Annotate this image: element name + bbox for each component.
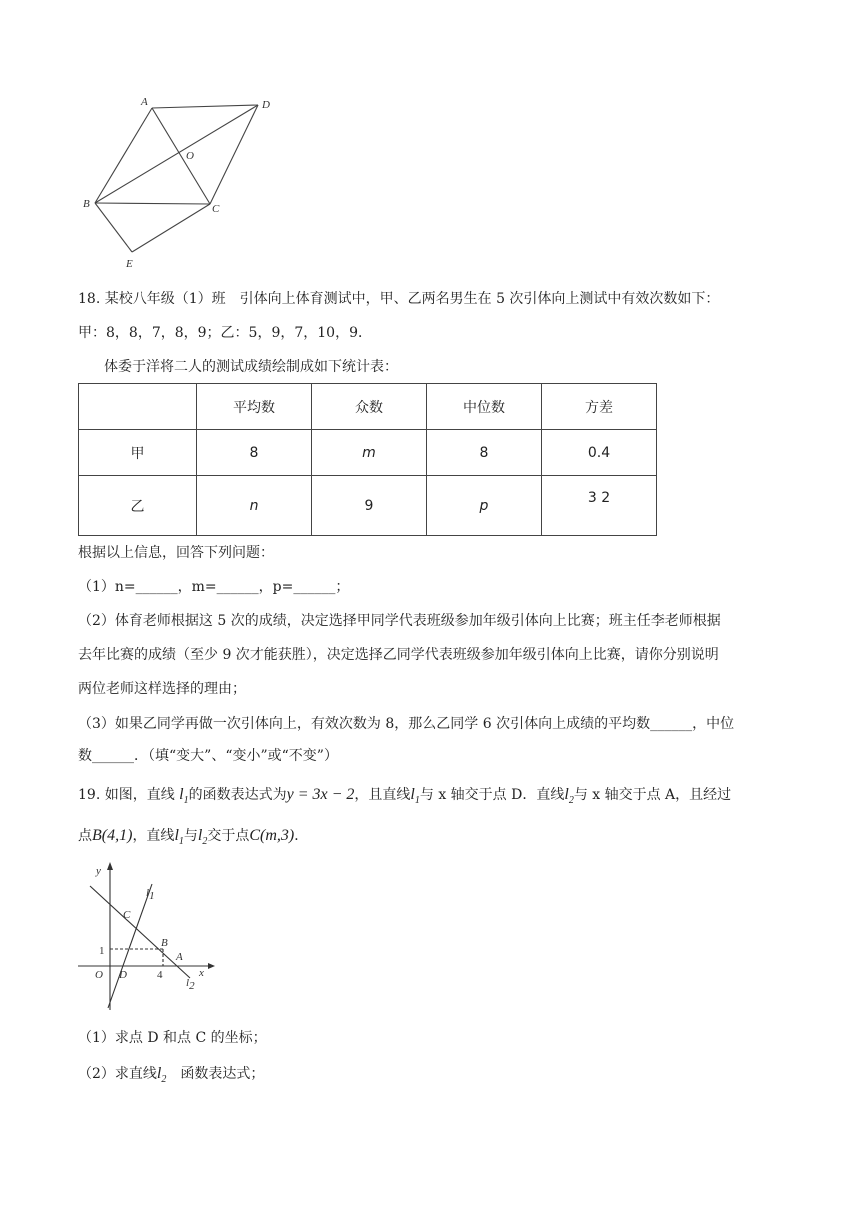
table-header-cell: 中位数 [427,384,542,430]
q19-text: 点 [78,828,92,844]
line-l1 [108,884,152,1008]
q19-text: ，直线 [132,828,175,844]
line-l2-symbol: $l_2$ [564,786,574,807]
label-e: E [126,258,133,270]
q19-text: ，且直线 [354,787,411,803]
q18-sub2-line1: （2）体育老师根据这 5 次的成绩，决定选择甲同学代表班级参加年级引体向上比赛；班主任李老师根据 [78,613,721,629]
x-axis-arrow-icon [208,963,215,969]
table-cell: p [427,476,542,536]
table-cell: 乙 [79,476,197,536]
q19-line2 [78,826,308,852]
label-o: O [95,969,103,981]
label-l2: l2 [186,977,195,992]
q19-line1 [78,785,731,811]
line-l2-symbol: $l_2$ [156,1065,167,1086]
table-cell: 0.4 [542,430,657,476]
table-cell: 3 2 [542,476,657,536]
label-y: y [96,865,101,877]
segment-ad [152,105,258,108]
q19-text: 19. 如图，直线 [78,787,175,803]
label-x: x [199,967,204,979]
q19-text: 函数表达式； [180,1066,265,1082]
label-a: A [141,96,148,108]
q18-sub1: （1）n=______，m=______，p=______； [78,579,350,595]
tick-label-4: 4 [157,969,163,981]
table-cell: 8 [197,430,312,476]
segment-cb [95,203,210,204]
q18-line3: 体委于洋将二人的测试成绩绘制成如下统计表： [104,359,398,375]
line-l2-symbol: $l_2$ [197,827,208,848]
line-l1-symbol: $l_1$ [174,827,184,848]
label-d: D [262,99,270,111]
q18-line2: 甲：8，8，7，8，9；乙：5，9，7，10，9． [78,325,372,341]
q18-sub3-line1: （3）如果乙同学再做一次引体向上，有效次数为 8，那么乙同学 6 次引体向上成绩的平均数______，中位 [78,716,735,732]
label-d: D [119,969,127,981]
table-row [79,476,657,536]
point-c: C(m,3) [249,827,295,844]
table-cell: 9 [312,476,427,536]
q19-text: 的函数表达式为 [188,787,287,803]
segment-ba [95,108,152,203]
label-a: A [176,951,183,963]
table-header-cell: 众数 [312,384,427,430]
line-l2 [90,886,190,978]
diagonal-ac [152,108,210,204]
table-cell: 甲 [79,430,197,476]
equation-l1: y = 3x − 2 [286,786,355,803]
q18-sub2-line3: 两位老师这样选择的理由； [78,681,246,697]
diagonal-bd [95,105,258,203]
table-header-row [79,384,657,430]
label-c: C [123,909,131,921]
label-l1: l1 [146,887,155,902]
q19-text: 交于点 [207,828,250,844]
coordinate-figure [72,858,222,1018]
table-cell: m [312,430,427,476]
label-b: B [83,198,90,210]
table-header-cell: 平均数 [197,384,312,430]
q18-intro: 根据以上信息，回答下列问题： [78,545,274,561]
label-b: B [161,937,168,949]
y-axis-arrow-icon [107,862,113,870]
q19-text: （2）求直线 [78,1066,157,1082]
label-o: O [186,150,194,162]
line-l1-symbol: $l_1$ [410,786,420,807]
q18-sub3-line2: 数______．（填“变大”、“变小”或“不变”） [78,748,338,764]
q19-text: ． [294,828,309,844]
q18-line1: 18. 某校八年级（1）班 引体向上体育测试中，甲、乙两名男生在 5 次引体向上测试中有效次数如下： [78,291,720,307]
line-l1-symbol: $l_1$ [179,786,189,807]
stats-table [78,383,657,536]
point-b: B(4,1) [92,827,133,844]
table-cell: 8 [427,430,542,476]
q19-sub1: （1）求点 D 和点 C 的坐标； [78,1030,267,1046]
table-header-cell: 方差 [542,384,657,430]
table-cell: n [197,476,312,536]
tick-label-1: 1 [99,945,105,957]
q19-text: 与 [183,828,198,844]
label-c: C [212,203,220,215]
segment-ec [132,204,210,252]
segment-be [95,203,132,252]
q19-text: 与 x 轴交于点 A，且经过 [573,787,732,803]
q18-sub2-line2: 去年比赛的成绩（至少 9 次才能获胜），决定选择乙同学代表班级参加年级引体向上比赛，请你分别说明 [78,647,719,663]
parallelogram-figure [75,92,285,272]
table-header-cell [79,384,197,430]
q19-text: 与 x 轴交于点 D．直线 [419,787,565,803]
q19-sub2 [78,1064,264,1090]
table-row [79,430,657,476]
